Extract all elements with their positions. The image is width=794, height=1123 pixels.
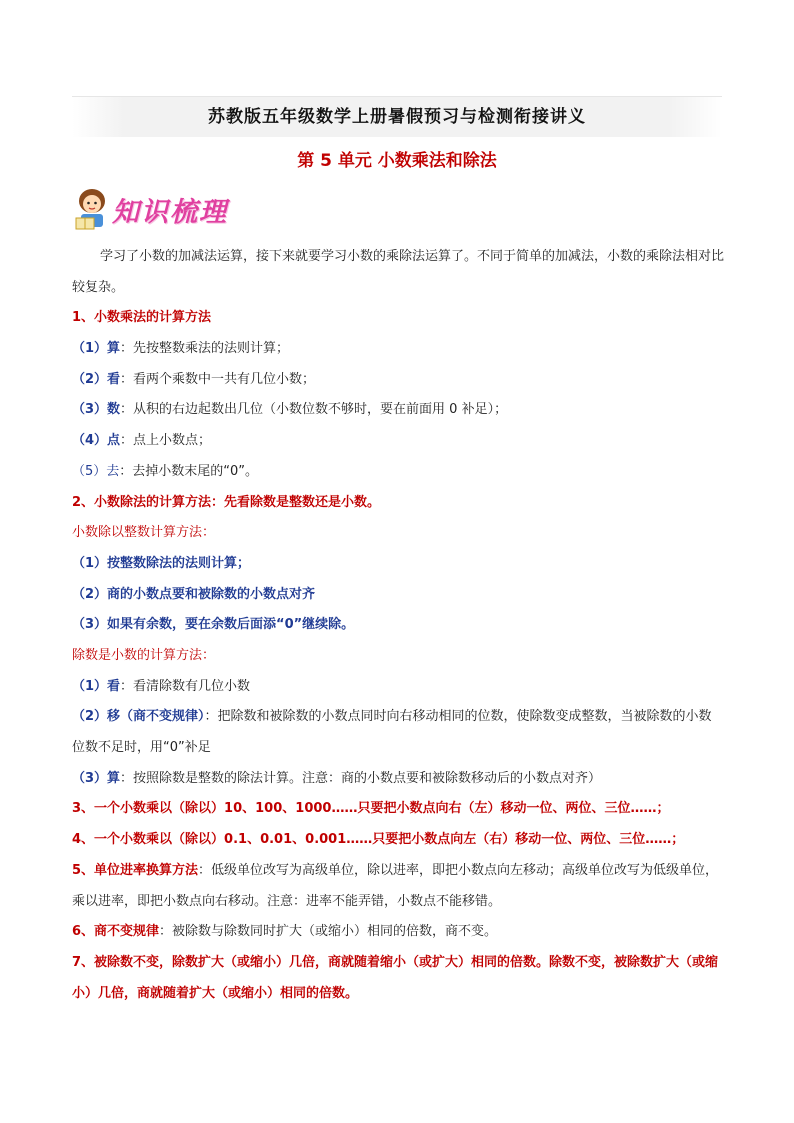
s2-sub1-item-2: （2）商的小数点要和被除数的小数点对齐 <box>72 586 316 602</box>
section-4: 4、一个小数乘以（除以）0.1、0.01、0.001……只要把小数点向左（右）移动一位、两位、三位……； <box>72 832 685 848</box>
s1-item-2-text: ：看两个乘数中一共有几位小数； <box>120 371 316 387</box>
s2-sub2-item-2-label: （2）移（商不变规律） <box>72 709 205 725</box>
s2-sub2-item-1-label: （1）看 <box>72 678 121 694</box>
s2-sub2-item-1-text: ：看清除数有几位小数 <box>120 678 251 694</box>
section-3: 3、一个小数乘以（除以）10、100、1000……只要把小数点向右（左）移动一位、两位、三位……； <box>72 801 670 817</box>
section-7: 7、被除数不变，除数扩大（或缩小）几倍，商就随着缩小（或扩大）相同的倍数。除数不变，被除数扩大（或缩小）几倍，商就随着扩大（或缩小）相同的倍数。 <box>72 954 719 1001</box>
s2-sub2-item-1 <box>72 672 724 703</box>
s1-item-2-label: （2）看 <box>72 371 121 387</box>
s1-item-3 <box>72 395 724 426</box>
s1-item-1-label: （1）算 <box>72 341 121 357</box>
section-5-label: 5、单位进率换算方法 <box>72 862 199 878</box>
s1-item-5 <box>72 457 724 488</box>
knowledge-banner-label: 知识梳理 <box>112 197 228 228</box>
section-6-text: ：被除数与除数同时扩大（或缩小）相同的倍数，商不变。 <box>159 924 498 940</box>
section-5-text: ：低级单位改写为高级单位，除以进率，即把小数点向左移动；高级单位改写为低级单位，乘以进率，即把小数点向右移动。注意：进率不能弄错，小数点不能移错。 <box>72 862 719 909</box>
section-6-label: 6、商不变规律 <box>72 924 160 940</box>
s1-item-5-text: ：去掉小数末尾的“0”。 <box>119 463 259 479</box>
s1-item-3-text: ：从积的右边起数出几位（小数位数不够时，要在前面用 0 补足）； <box>120 402 508 418</box>
s1-item-3-label: （3）数 <box>72 402 121 418</box>
s2-sub2-item-3-text: ：按照除数是整数的除法计算。注意：商的小数点要和被除数移动后的小数点对齐） <box>120 770 602 786</box>
s2-sub1-item-1: （1）按整数除法的法则计算； <box>72 555 251 571</box>
s2-sub2-item-2 <box>72 702 724 763</box>
s1-item-1 <box>72 334 724 365</box>
s2-sub2-item-3 <box>72 764 724 795</box>
s2-sub1-heading: 小数除以整数计算方法： <box>72 525 216 541</box>
knowledge-banner <box>72 186 272 232</box>
intro-paragraph: 学习了小数的加减法运算，接下来就要学习小数的乘除法运算了。不同于简单的加减法，小数的乘除法相对比较复杂。 <box>72 249 725 295</box>
content <box>72 242 724 1009</box>
girl-reading-icon <box>72 186 112 232</box>
s1-item-1-text: ：先按整数乘法的法则计算； <box>120 341 290 357</box>
s1-item-4-text: ：点上小数点； <box>120 433 212 449</box>
s1-item-4 <box>72 426 724 457</box>
s2-sub2-item-2-text: ：把除数和被除数的小数点同时向右移动相同的位数，使除数变成整数，当被除数的小数位数不足时，用“0”补足 <box>72 709 712 756</box>
s1-item-4-label: （4）点 <box>72 433 121 449</box>
s2-sub2-item-3-label: （3）算 <box>72 770 121 786</box>
s1-item-2 <box>72 365 724 396</box>
s2-sub1-item-3: （3）如果有余数，要在余数后面添“0”继续除。 <box>72 617 355 633</box>
document-title: 苏教版五年级数学上册暑假预习与检测衔接讲义 <box>208 107 586 127</box>
s2-sub2-heading: 除数是小数的计算方法： <box>72 647 216 663</box>
section-6 <box>72 917 724 948</box>
s1-item-5-label: （5）去 <box>72 463 120 479</box>
section-5 <box>72 856 724 917</box>
section-2-heading: 2、小数除法的计算方法：先看除数是整数还是小数。 <box>72 494 381 510</box>
unit-title: 第 5 单元 小数乘法和除法 <box>297 151 497 171</box>
section-1-heading: 1、小数乘法的计算方法 <box>72 310 212 326</box>
